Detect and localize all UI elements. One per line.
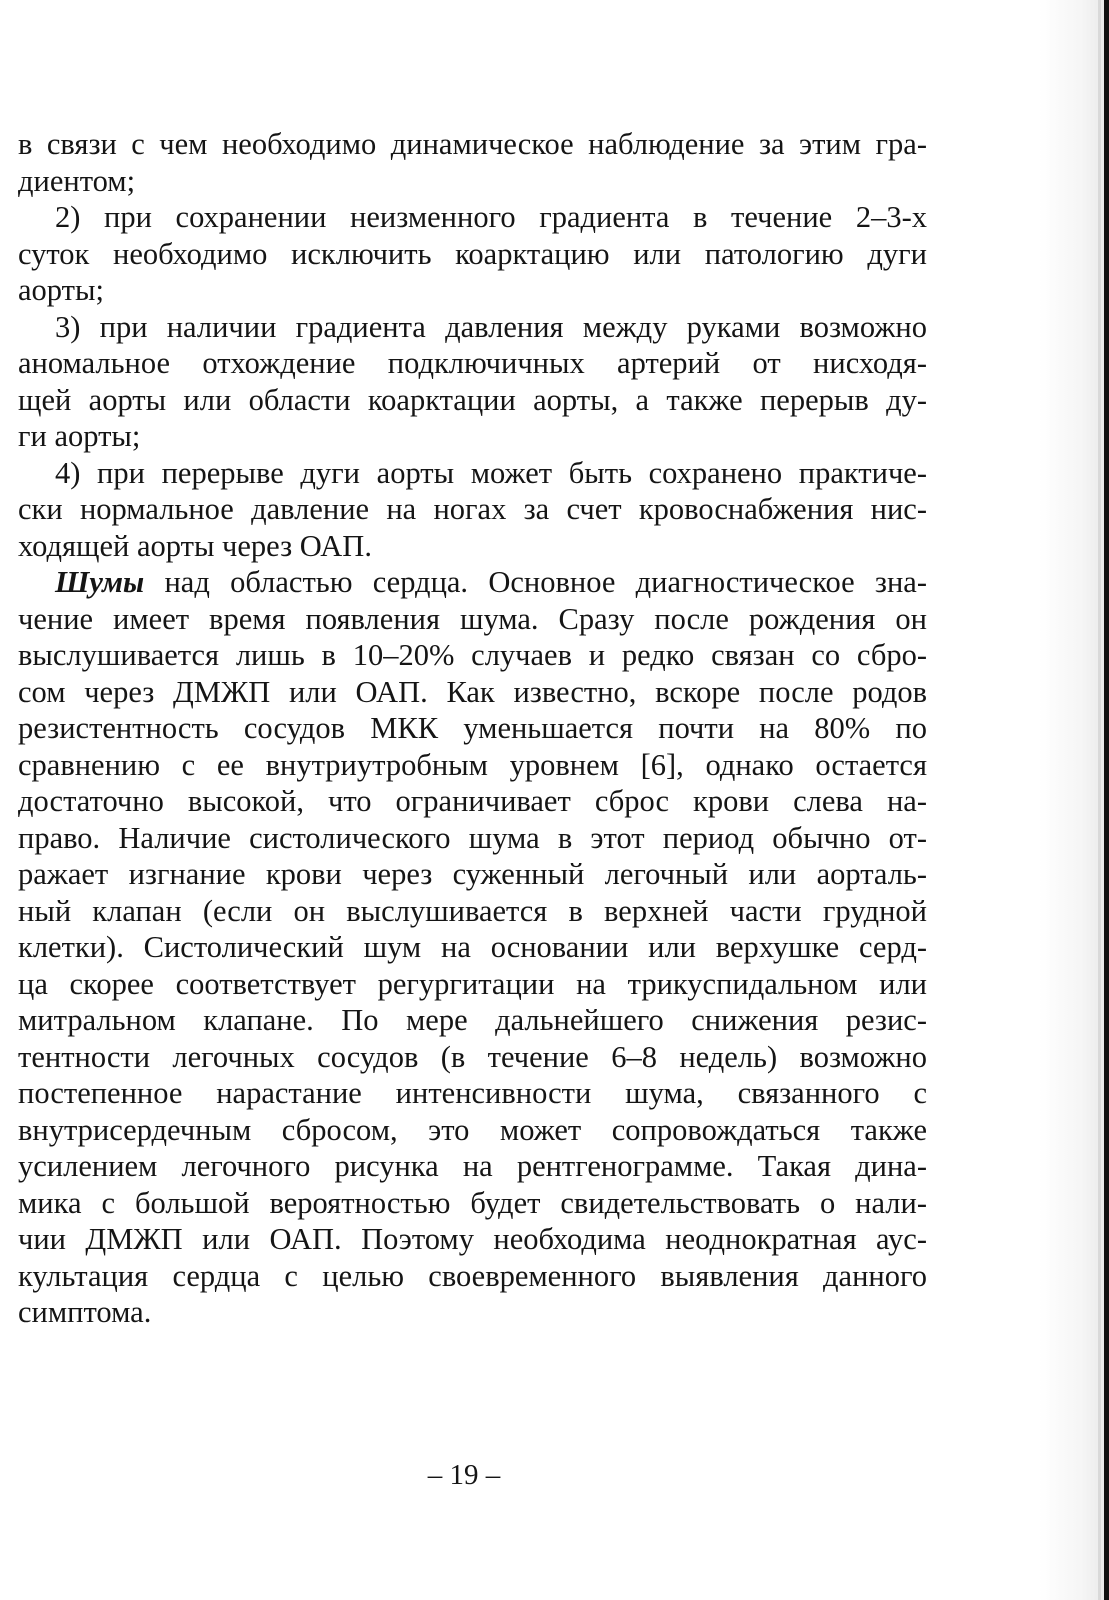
- text-line: ходящей аорты через ОАП.: [18, 528, 372, 563]
- text-line: чии ДМЖП или ОАП. Поэтому необходима неоднократная аус-: [18, 1222, 927, 1256]
- text-line: культация сердца с целью своевременного выявления данного: [18, 1258, 927, 1293]
- text-line: 2) при сохранении неизменного градиента в течение 2–3-х: [55, 200, 927, 234]
- text-line: чение имеет время появления шума. Сразу после рождения он: [18, 601, 927, 636]
- text-line: аорты;: [18, 273, 104, 307]
- page-number: – 19 –: [427, 1459, 501, 1491]
- text-line: 3) при наличии градиента давления между руками возможно: [55, 309, 927, 344]
- text-line: сом через ДМЖП или ОАП. Как известно, вскоре после родов: [18, 674, 927, 709]
- text-line: достаточно высокой, что ограничивает сброс крови слева на-: [18, 784, 927, 818]
- text-line: митральном клапане. По мере дальнейшего снижения резис-: [18, 1003, 927, 1037]
- text-line: щей аорты или области коарктации аорты, а также перерыв ду-: [18, 382, 927, 417]
- page-edge-border: [1104, 0, 1109, 1600]
- text-line: сравнению с ее внутриутробным уровнем [6], однако остается: [18, 747, 927, 782]
- text-line: усилением легочного рисунка на рентгенограмме. Такая дина-: [18, 1149, 927, 1183]
- text-line: [18, 564, 927, 601]
- text-line: право. Наличие систолического шума в этот период обычно от-: [18, 820, 927, 855]
- text-line: внутрисердечным сбросом, это может сопровождаться также: [18, 1112, 927, 1147]
- list-item-3: [18, 309, 927, 455]
- text-line: клетки). Систолический шум на основании или верхушке серд-: [18, 930, 927, 964]
- text-line: ный клапан (если он выслушивается в верхней части грудной: [18, 893, 927, 928]
- term-heading: Шумы: [55, 565, 145, 599]
- text-line: ги аорты;: [18, 419, 141, 453]
- text-line: симптома.: [18, 1295, 152, 1329]
- text-line: суток необходимо исключить коарктацию или патологию дуги: [18, 236, 927, 271]
- text-line: тентности легочных сосудов (в течение 6–8 недель) возможно: [18, 1039, 927, 1074]
- text-line: постепенное нарастание интенсивности шума, связанного с: [18, 1076, 927, 1110]
- text-line: диентом;: [18, 163, 136, 198]
- text-line-rest: над областью сердца. Основное диагностическое зна-: [164, 565, 928, 599]
- list-item-2: [18, 199, 927, 309]
- list-item-4: [18, 455, 927, 565]
- text-line: ца скорее соответствует регургитации на трикуспидальном или: [18, 966, 927, 1001]
- body-text: [18, 126, 927, 1331]
- text-line: ражает изгнание крови через суженный легочный или аорталь-: [18, 857, 927, 891]
- text-line: мика с большой вероятностью будет свидетельствовать о нали-: [18, 1185, 927, 1220]
- paragraph-continuation: [18, 126, 927, 199]
- text-line: выслушивается лишь в 10–20% случаев и редко связан со сбро-: [18, 638, 927, 672]
- text-line: 4) при перерыве дуги аорты может быть сохранено практиче-: [55, 455, 927, 490]
- page-edge-line: [1098, 0, 1101, 1600]
- text-line: в связи с чем необходимо динамическое наблюдение за этим гра-: [18, 127, 927, 161]
- text-line: аномальное отхождение подключичных артерий от нисходя-: [18, 346, 927, 380]
- paragraph-murmurs: [18, 564, 927, 1331]
- text-line: резистентность сосудов МКК уменьшается почти на 80% по: [18, 711, 927, 745]
- text-line: ски нормальное давление на ногах за счет кровоснабжения нис-: [18, 492, 927, 526]
